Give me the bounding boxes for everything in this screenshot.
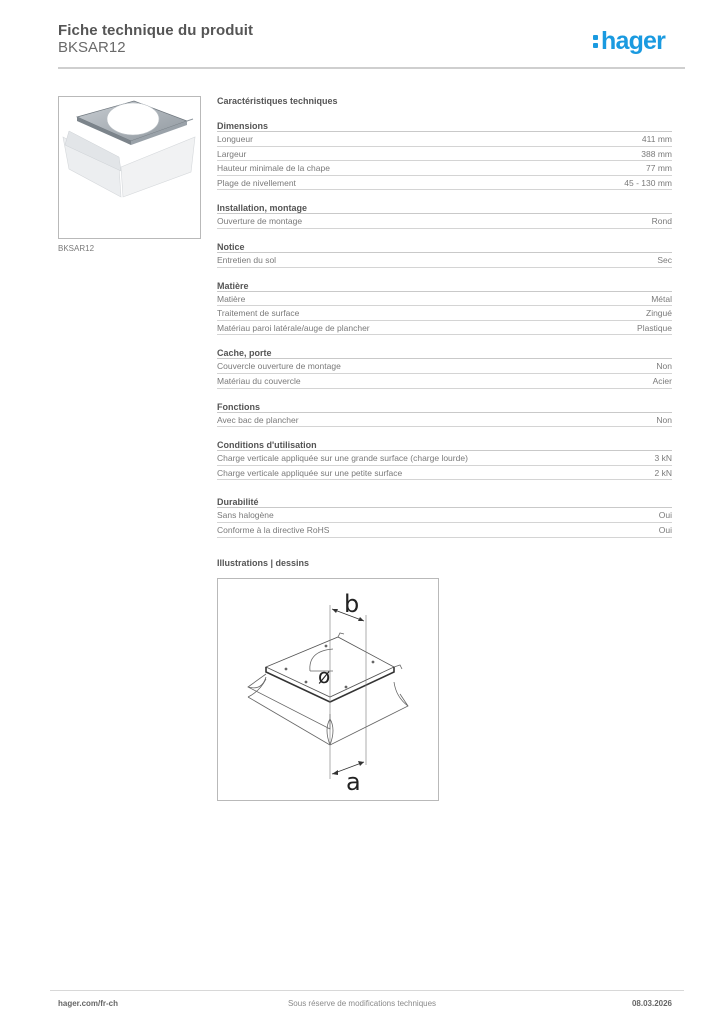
header-divider bbox=[58, 67, 685, 69]
spec-value: 411 mm bbox=[641, 134, 672, 144]
spec-label: Traitement de surface bbox=[217, 308, 300, 319]
spec-label: Longueur bbox=[217, 134, 253, 144]
spec-value: Non bbox=[656, 414, 672, 425]
footer-divider bbox=[50, 990, 684, 991]
spec-group-title: Installation, montage bbox=[217, 202, 672, 214]
spec-group-title: Durabilité bbox=[217, 496, 672, 508]
spec-row bbox=[217, 466, 672, 481]
spec-row bbox=[217, 321, 672, 336]
product-image bbox=[58, 96, 201, 239]
spec-value: Métal bbox=[651, 293, 672, 304]
spec-group-title: Cache, porte bbox=[217, 347, 672, 359]
spec-group-notice bbox=[217, 241, 672, 268]
spec-value: 45 - 130 mm bbox=[624, 177, 672, 188]
spec-group-title: Matière bbox=[217, 280, 672, 292]
spec-row bbox=[217, 451, 672, 466]
spec-group-title: Conditions d'utilisation bbox=[217, 439, 672, 451]
spec-value: Acier bbox=[652, 375, 672, 386]
spec-value: Rond bbox=[651, 216, 672, 227]
spec-row bbox=[217, 374, 672, 389]
spec-group-title: Dimensions bbox=[217, 120, 672, 132]
spec-row bbox=[217, 161, 672, 176]
technical-specs bbox=[217, 95, 672, 538]
spec-label: Matière bbox=[217, 293, 246, 304]
dimension-b-label: b bbox=[344, 590, 360, 618]
spec-label: Sans halogène bbox=[217, 510, 274, 521]
spec-group-material bbox=[217, 280, 672, 336]
spec-label: Conforme à la directive RoHS bbox=[217, 524, 330, 535]
spec-value: 388 mm bbox=[641, 148, 672, 159]
spec-label: Avec bac de plancher bbox=[217, 414, 299, 425]
spec-row bbox=[217, 413, 672, 428]
spec-row bbox=[217, 176, 672, 191]
spec-value: Zingué bbox=[646, 308, 672, 319]
product-image-caption: BKSAR12 bbox=[58, 244, 95, 253]
spec-value: 77 mm bbox=[646, 163, 672, 174]
spec-group-installation bbox=[217, 202, 672, 229]
spec-label: Hauteur minimale de la chape bbox=[217, 163, 330, 174]
spec-row bbox=[217, 214, 672, 229]
dimension-a-label: a bbox=[346, 768, 361, 796]
spec-group-durability bbox=[217, 496, 672, 537]
technical-drawing bbox=[217, 578, 439, 801]
logo-colon-icon bbox=[593, 30, 599, 50]
spec-value: Sec bbox=[657, 254, 672, 265]
spec-label: Charge verticale appliquée sur une petite surface bbox=[217, 467, 403, 478]
spec-group-title: Fonctions bbox=[217, 401, 672, 413]
spec-row bbox=[217, 306, 672, 321]
spec-group-title: Notice bbox=[217, 241, 672, 253]
spec-group-cover bbox=[217, 347, 672, 388]
spec-label: Matériau paroi latérale/auge de plancher bbox=[217, 322, 370, 333]
dimension-drawing-icon bbox=[218, 579, 438, 800]
spec-row bbox=[217, 292, 672, 307]
spec-value: Plastique bbox=[637, 322, 672, 333]
spec-row bbox=[217, 523, 672, 538]
product-code: BKSAR12 bbox=[58, 39, 126, 56]
spec-group-functions bbox=[217, 401, 672, 428]
illustrations-heading: Illustrations | dessins bbox=[217, 558, 310, 568]
spec-label: Entretien du sol bbox=[217, 254, 277, 265]
footer-website-link[interactable]: hager.com/fr-ch bbox=[58, 999, 119, 1008]
spec-row bbox=[217, 147, 672, 162]
diameter-label: ø bbox=[318, 664, 331, 688]
spec-value: Oui bbox=[658, 524, 672, 535]
spec-label: Charge verticale appliquée sur une grande surface (charge lourde) bbox=[217, 453, 468, 464]
floor-box-lid-icon bbox=[59, 97, 201, 239]
spec-value: 3 kN bbox=[654, 453, 672, 464]
spec-label: Ouverture de montage bbox=[217, 216, 303, 227]
spec-value: Oui bbox=[658, 510, 672, 521]
spec-value: Non bbox=[656, 361, 672, 372]
spec-row bbox=[217, 359, 672, 374]
spec-label: Largeur bbox=[217, 148, 247, 159]
specs-heading: Caractéristiques techniques bbox=[217, 96, 338, 106]
footer-disclaimer: Sous réserve de modifications techniques bbox=[287, 999, 437, 1008]
spec-group-conditions bbox=[217, 439, 672, 480]
hager-logo bbox=[593, 27, 665, 55]
spec-group-dimensions bbox=[217, 120, 672, 190]
spec-label: Plage de nivellement bbox=[217, 177, 296, 188]
footer-date: 08.03.2026 bbox=[631, 999, 672, 1008]
spec-value: 2 kN bbox=[654, 467, 672, 478]
spec-label: Matériau du couvercle bbox=[217, 375, 301, 386]
spec-row bbox=[217, 132, 672, 147]
logo-text: hager bbox=[601, 27, 666, 55]
spec-label: Couvercle ouverture de montage bbox=[217, 361, 341, 372]
spec-row bbox=[217, 508, 672, 523]
spec-row bbox=[217, 253, 672, 268]
page-title: Fiche technique du produit bbox=[58, 22, 254, 39]
